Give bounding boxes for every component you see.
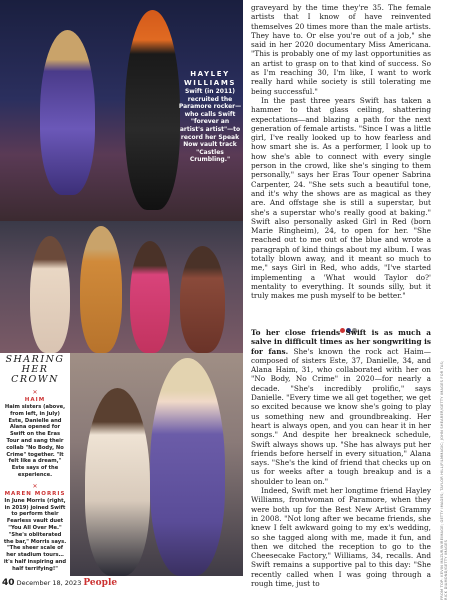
performer-silhouette — [130, 241, 170, 353]
sidebar-item-haim — [0, 389, 70, 479]
magazine-brand: People — [83, 578, 118, 588]
x-marker-icon: ✕ — [32, 482, 38, 490]
photo-maren-morris-taylor — [70, 353, 243, 576]
sidebar-item-body: In June Morris (right, in 2019) joined Swift to perform their Fearless vault duet "You All Over Me." "She's obliterated the bar," Morris says. "The sheer scale of her stadium tours… it's half inspiring and half terrifying!" — [3, 497, 67, 572]
paragraph-lead-in: To her close friends Swift is as much a salve in difficult times as her songwriting is for fans. — [251, 328, 431, 356]
sidebar-item-name: HAIM — [24, 397, 46, 403]
article-paragraph: Indeed, Swift met her longtime friend Hayley Williams, frontwoman of Paramore, when they were both up for the Best New Artist Grammy in 2008. "Not long after we became friends, she knew I felt awkward going to my ex's wedding, so she tagged along with me, made it fun, and then we ditched the reception to go to the Cheesecake Factory," Williams, 34, recalls. And Swift remains a supportive pal to this day: "She recently called when I was going through a rough time, just to — [251, 486, 431, 589]
article-paragraph: In the past three years Swift has taken a hammer to that glass ceiling, shattering expectations—and blazing a path for the next generation of female artists. "Since I was a little girl, I've really looked up to how fearless and how smart she is. As a performer, I look up to how she's able to connect with every single person in the crowd, like she's singing to them personally," says her Eras Tour opener Sabrina Carpenter, 24. "She sets such a beautiful tone, and it's why the shows are as magical as they are. And offstage she is still a superstar, but she's a superstar who's really good at baking." Swift also personally asked Girl in Red (born Marie Ringheim), 24, to open for her. "She reached out to me out of the blue and wrote a paragraph of kind things about my album. I was totally blown away, and it meant so much to me," says Girl in Red, who adds, "I've started implementing a 'What would Taylor do?' mentality to everything. It sounds silly, but it truly makes me push myself to be better." — [251, 95, 431, 301]
sidebar-title: SHARING HER CROWN — [5, 354, 65, 385]
issue-date: December 18, 2023 — [16, 579, 82, 587]
x-marker-icon: ✕ — [32, 389, 38, 396]
person-silhouette — [85, 388, 150, 576]
photo-haim-eras-tour — [0, 221, 243, 353]
photo-credit: FROM TOP: KEVIN MAZUR/WIREIMAGE; GETTY IMAGES; TAYLOR HILL/FILMMAGIC; JOHN SHEARER/GETTY IMAGES FOR TAS; RICK DIAMOND/GETTY IMAGES — [440, 360, 448, 600]
performer-silhouette — [30, 236, 70, 353]
sidebar-sharing-her-crown — [0, 353, 70, 576]
article-column-top — [251, 3, 431, 301]
sidebar-item-name: MAREN MORRIS — [4, 490, 66, 497]
sidebar-item-maren-morris — [0, 483, 70, 573]
caption-name: HAYLEY WILLIAMS — [183, 70, 237, 87]
caption-body: Swift (in 2011) recruited the Paramore rocker—who calls Swift "forever an artist's artist"—to record her Speak Now vault track "Castles Crumbling." — [178, 88, 242, 164]
paragraph-body: She's known the rock act Haim—composed of sisters Este, 37, Danielle, 34, and Alana Haim, 31, who collaborated with her on "No Body, No Crime" in 2020—for nearly a decade. "She's incredibly prolific," says Danielle. "Every time we all get together, we get so excited because we know she's going to play us something new and groundbreaking. Her heart is always open, and you can hear it in her songs." And despite her breakneck schedule, Swift always shows up. "She has always put her friends before herself in every situation," Alana says. "She's the kind of friend that checks up on us for weeks after a tough breakup and is a shoulder to lean on." — [251, 346, 431, 486]
sidebar-item-body: Haim sisters (above, from left, in July) Este, Danielle and Alana opened for Swift on the Eras Tour and sang their collab "No Body, No Crime" together. "It felt like a dream," Este says of the experience. — [4, 404, 66, 478]
folio — [2, 578, 117, 588]
article-column-bottom — [251, 328, 431, 588]
performer-silhouette — [180, 246, 225, 353]
performer-silhouette — [125, 10, 180, 210]
page-number: 40 — [2, 578, 15, 588]
performer-silhouette — [40, 30, 95, 195]
article-paragraph: graveyard by the time they're 35. The female artists that I know of have reinvented themselves 20 times more than the male artists. They have to. Or else you're out of a job," she said in her 2020 documentary Miss Americana. "This is probably one of my last opportunities as an artist to grasp on to that kind of success. So as I'm reaching 30, I'm like, I want to work really hard while society is still tolerating me being successful." — [251, 3, 431, 96]
caption-hayley — [178, 70, 242, 164]
person-silhouette — [150, 358, 225, 576]
performer-silhouette — [80, 226, 122, 353]
article-paragraph — [251, 328, 431, 486]
photo-taylor-hayley-2011 — [0, 0, 243, 221]
